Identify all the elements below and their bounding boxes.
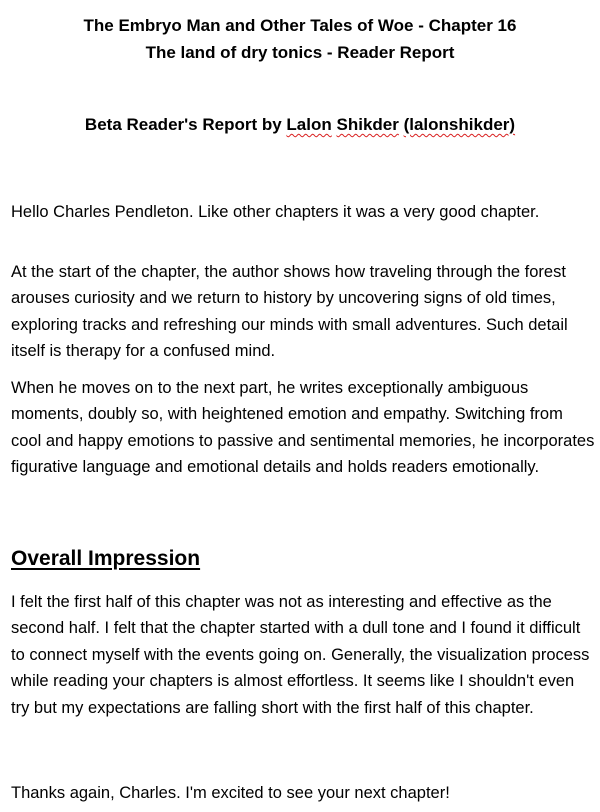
document-title-line-1: The Embryo Man and Other Tales of Woe - Chapter 16 [83, 16, 517, 35]
body-paragraph-2: When he moves on to the next part, he writes exceptionally ambiguous moments, doubly so, with heightened emotion and empathy. Switching from cool and happy emotions to passive and sentimental memories, he incorporates figurative language and emotional details and holds readers emotionally. [11, 379, 595, 477]
document-title-line-2: The land of dry tonics - Reader Report [145, 43, 455, 62]
body-paragraph-1: At the start of the chapter, the author shows how traveling through the forest arouses curiosity and we return to history by uncovering signs of old times, exploring tracks and refreshing our minds with small adventures. Such detail itself is therapy for a confused mind. [11, 263, 568, 361]
byline-prefix: Beta Reader's Report by [84, 115, 287, 134]
reviewer-byline [0, 114, 600, 136]
overall-impression-paragraph: I felt the first half of this chapter was not as interesting and effective as the second half. I felt that the chapter started with a dull tone and I found it difficult to connect myself with the events going on. Generally, the visualization process while reading your chapters is almost effortless. It seems like I shouldn't even try but my expectations are falling short with the first half of this chapter. [11, 593, 590, 717]
reviewer-first-name: Lalon [286, 115, 332, 134]
greeting-paragraph: Hello Charles Pendleton. Like other chapters it was a very good chapter. [11, 203, 540, 221]
reviewer-handle: (lalonshikder) [403, 115, 516, 134]
reviewer-last-name: Shikder [336, 115, 399, 134]
closing-paragraph: Thanks again, Charles. I'm excited to see your next chapter! [11, 784, 450, 802]
overall-impression-heading: Overall Impression [11, 547, 201, 570]
